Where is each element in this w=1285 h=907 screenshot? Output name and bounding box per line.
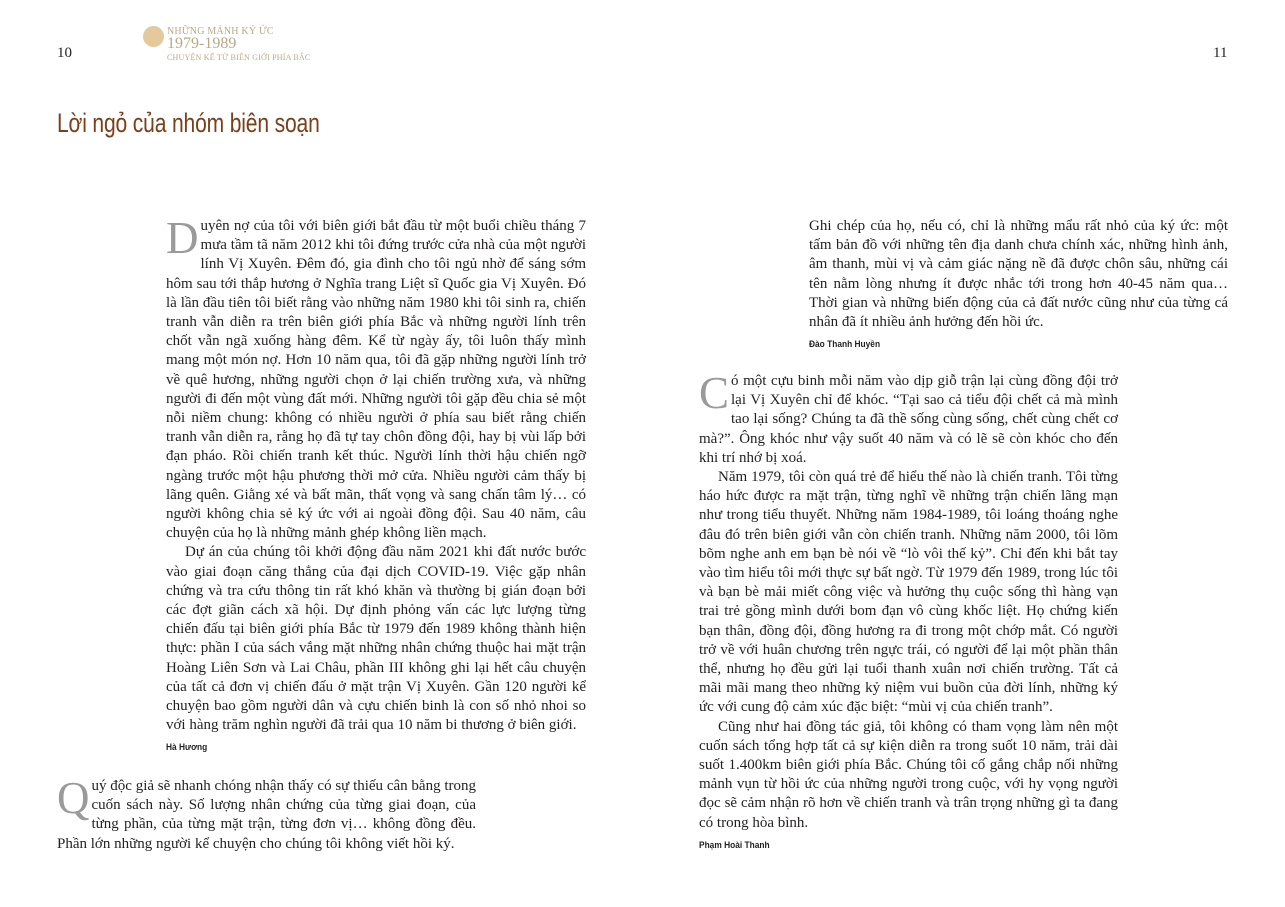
signature-pham-hoai-thanh: Phạm Hoài Thanh — [699, 839, 770, 851]
paragraph: Cũng như hai đồng tác giả, tôi không có tham vọng làm nên một cuốn sách tổng hợp tất cả sự kiện diễn ra trong suốt 10 năm, trải dài suốt 1.400km biên giới phía Bắc. Chúng tôi cố gắng chắp nối những mảnh vụn từ hồi ức của những người trong cuộc, với hy vọng người đọc sẽ cảm nhận rõ hơn về chiến tranh và trân trọng những gì ta đang có trong hòa bình. — [699, 718, 1118, 831]
page-title: Lời ngỏ của nhóm biên soạn — [57, 108, 320, 138]
section-pham-hoai-thanh — [699, 368, 1118, 855]
paragraph: Dự án của chúng tôi khởi động đầu năm 2021 khi đất nước bước vào giai đoạn căng thẳng của đại dịch COVID-19. Việc gặp nhân chứng và tra cứu thông tin rất khó khăn và thường bị gián đoạn bởi các đợt giãn cách xã hội. Dự định phỏng vấn các lực lượng từng chiến đấu tại biên giới phía Bắc từ 1979 đến 1989 không thành hiện thực: phần I của sách vắng mặt những nhân chứng thuộc hai mặt trận Hoàng Liên Sơn và Lai Châu, phần III không ghi lại hết câu chuyện của tất cả đơn vị chiến đấu ở mặt trận Vị Xuyên. Gần 120 người kể chuyện bao gồm người dân và cựu chiến binh là con số nhỏ nhoi so với hàng trăm nghìn người đã trải qua 10 năm bi thương ở biên giới. — [166, 544, 586, 734]
drop-cap: D — [166, 213, 199, 263]
section-dao-thanh-huyen — [809, 217, 1228, 354]
header-series-title: NHỮNG MẢNH KÝ ỨC — [167, 26, 274, 37]
signature-dao-thanh-huyen: Đào Thanh Huyền — [809, 339, 881, 351]
page-number-right: 11 — [1213, 45, 1228, 61]
paragraph: uyên nợ của tôi với biên giới bắt đầu từ một buổi chiều tháng 7 mưa tầm tã năm 2012 khi tôi đứng trước cửa nhà của một người lính Vị Xuyên. Đêm đó, gia đình cho tôi ngủ nhờ để sáng sớm hôm sau tới thắp hương ở Nghĩa trang Liệt sĩ Quốc gia Vị Xuyên. Đó là lần đầu tiên tôi biết rằng vào những năm 1980 khi tôi sinh ra, chiến tranh vẫn diễn ra trên biên giới phía Bắc và những người lính trên chốt vẫn ngã xuống hàng đêm. Kể từ ngày ấy, tôi luôn thấy mình mang một món nợ. Hơn 10 năm qua, tôi đã gặp những người lính trở về quê hương, những người chọn ở lại chiến trường xưa, và những người đi đến một vùng đất mới. Những người tôi gặp đều chia sẻ một nỗi niềm chung: không có nhiều người ở phía sau biết rằng chiến tranh vẫn diễn ra, rằng họ đã tự tay chôn đồng đội, hay bị vùi lấp bởi đạn pháo. Rồi chiến tranh kết thúc. Người lính thời hậu chiến ngỡ ngàng trước một hậu phương thời mở cửa. Nhiều người cảm thấy bị lãng quên. Giằng xé và bất mãn, thất vọng và sang chấn tâm lý… có người không chia sẻ ký ức với ai ngoài đồng đội. Sau 40 năm, câu chuyện của họ là những mảnh ghép không liền mạch. — [166, 218, 586, 542]
paragraph: Ghi chép của họ, nếu có, chỉ là những mẩu rất nhỏ của ký ức: một tấm bản đồ với những tên địa danh chưa chính xác, những hình ảnh, âm thanh, mùi vị và cảm giác nặng nề đã được chôn sâu, những cái tên nằm lòng nhưng ít được nhắc tới trong hơn 40-45 năm qua… Thời gian và những biến động của cả đất nước cũng như của từng cá nhân đã ít nhiều ảnh hưởng đến hồi ức. — [809, 218, 1228, 331]
paragraph: Năm 1979, tôi còn quá trẻ để hiểu thế nào là chiến tranh. Tôi từng háo hức được ra mặt trận, từng nghĩ về những trận chiến lãng mạn như trong tiểu thuyết. Những năm 1984-1989, tôi loáng thoáng nghe đâu đó trên biên giới vẫn còn chiến tranh. Những năm 2000, tôi lõm bõm nghe anh em bạn bè nói về “lò vôi thế kỷ”. Chỉ đến khi bắt tay vào tìm hiểu tôi mới thực sự bất ngờ. Từ 1979 đến 1989, trong lúc tôi và bạn bè mải miết công việc và hưởng thụ cuộc sống thì hàng vạn trai trẻ gồng mình dưới bom đạn vô cùng khốc liệt. Họ chứng kiến bạn thân, đồng đội, đồng hương ra đi trong một chớp mắt. Có người trở về với huân chương trên ngực trái, có người để lại một phần thân thể, nhưng họ đều gửi lại tuổi thanh xuân nơi chiến trường. Tất cả mãi mãi mang theo những kỷ niệm vui buồn của đời lính, những ký ức với cung độ cảm xúc đặc biệt: “mùi vị của chiến tranh”. — [699, 469, 1118, 716]
section-ha-huong — [166, 213, 586, 758]
signature-ha-huong: Hà Hương — [166, 742, 208, 754]
header-subtitle: CHUYỆN KỂ TỪ BIÊN GIỚI PHÍA BẮC — [167, 53, 311, 62]
drop-cap: Q — [57, 773, 90, 823]
section-intro-readers — [57, 773, 476, 854]
page-number-left: 10 — [57, 45, 72, 61]
header-circle-icon — [143, 26, 164, 47]
paragraph: uý độc giả sẽ nhanh chóng nhận thấy có sự thiếu cân bằng trong cuốn sách này. Số lượng nhân chứng của từng giai đoạn, của từng phần, của từng mặt trận, từng đơn vị… không đồng đều. Phần lớn những người kể chuyện cho chúng tôi không viết hồi ký. — [57, 778, 476, 852]
header-years: 1979-1989 — [167, 35, 237, 52]
paragraph: ó một cựu binh mỗi năm vào dịp giỗ trận lại cùng đồng đội trở lại Vị Xuyên chỉ để khóc. “Tại sao cả tiểu đội chết cả mà mình tao lại sống? Chúng ta đã thề sống cùng sống, chết cùng chết cơ mà?”. Ông khóc như vậy suốt 40 năm và có lẽ sẽ còn khóc cho đến khi trí nhớ bị xoá. — [699, 373, 1118, 466]
drop-cap: C — [699, 368, 730, 418]
